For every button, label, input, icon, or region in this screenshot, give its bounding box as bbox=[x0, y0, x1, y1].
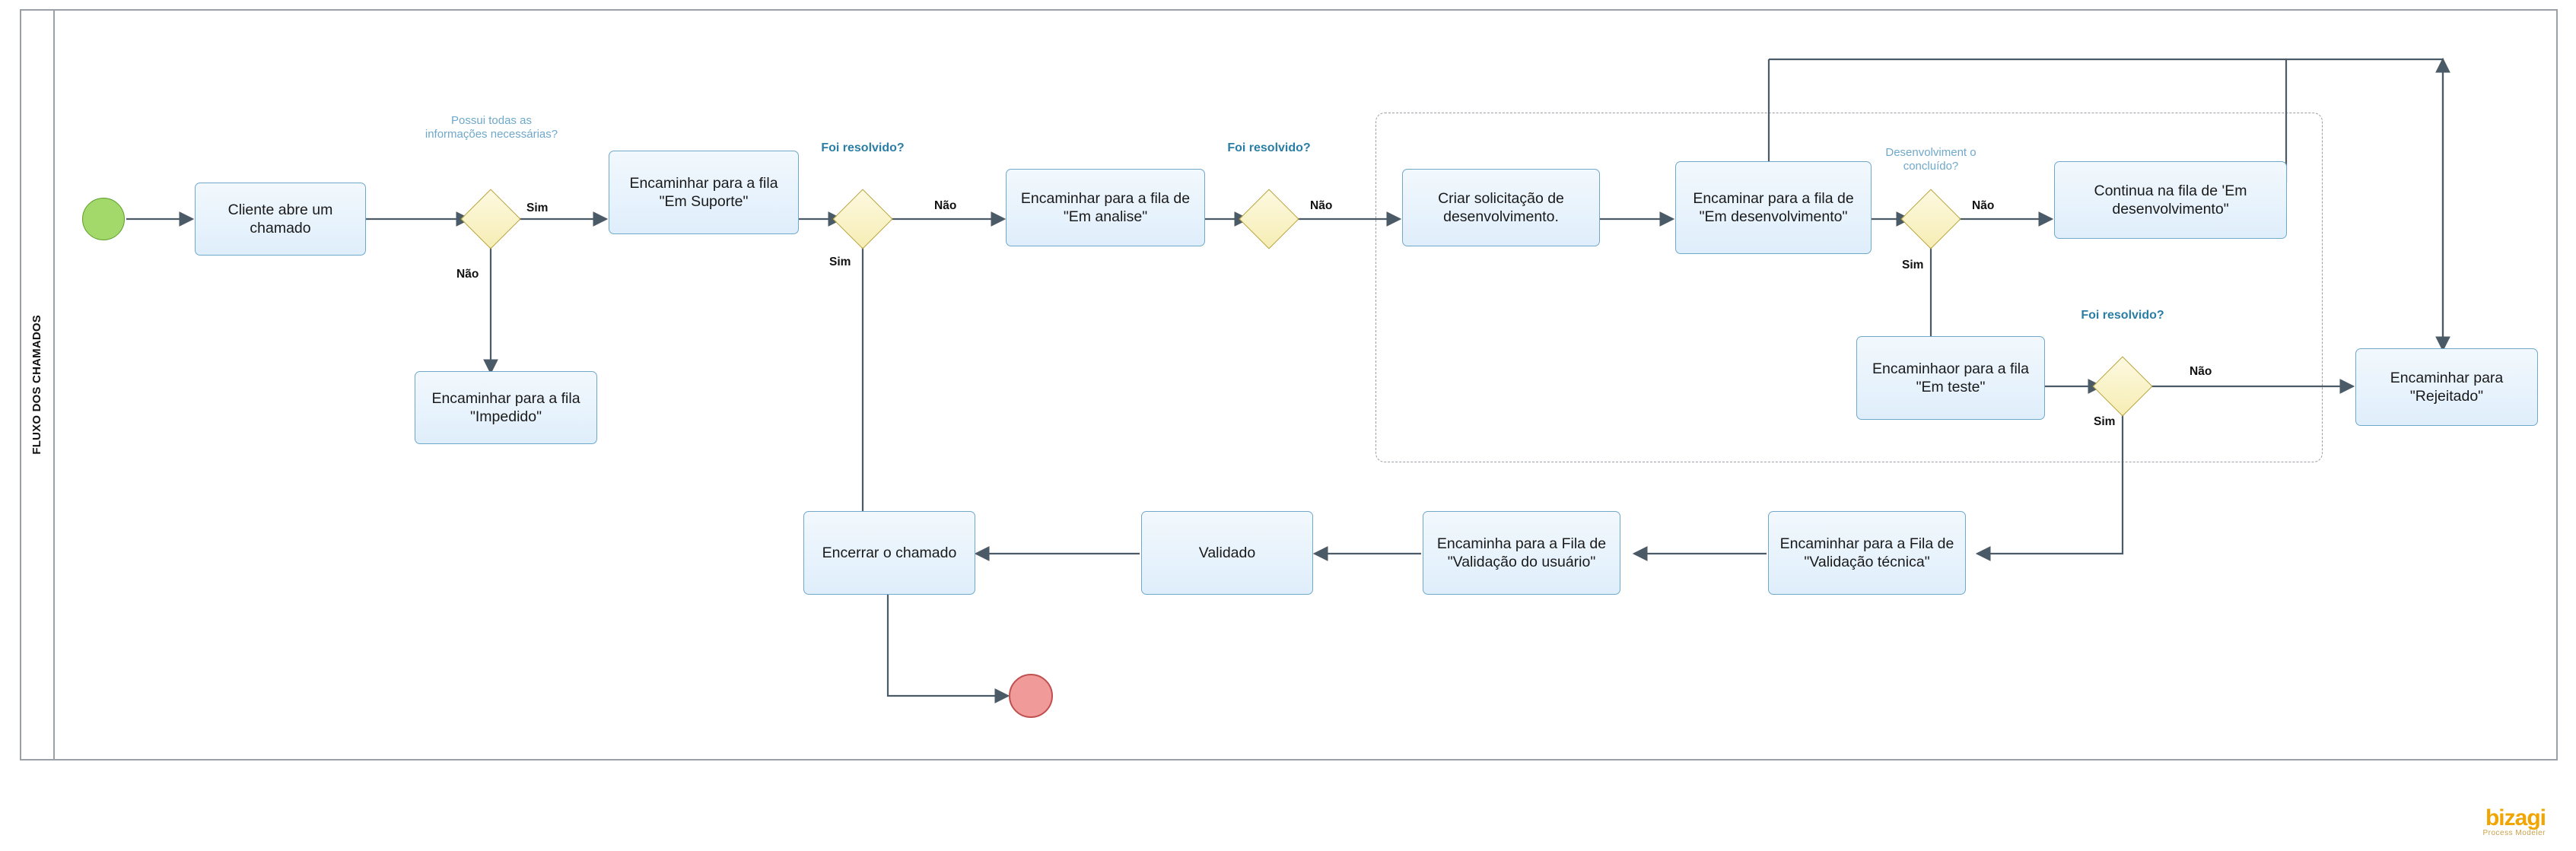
task-cliente-abre-chamado[interactable]: Cliente abre um chamado bbox=[195, 183, 366, 256]
edge-label-g3-nao: Não bbox=[1310, 199, 1333, 212]
edge-label-g4-sim: Sim bbox=[1902, 259, 1924, 271]
edge-label-g4-nao: Não bbox=[1972, 199, 1995, 212]
gateway-label-resolvido-analise: Foi resolvido? bbox=[1227, 141, 1311, 154]
edge-label-g2-sim: Sim bbox=[829, 256, 851, 268]
edge-label-g5-nao: Não bbox=[2190, 365, 2212, 378]
task-encaminhar-em-teste[interactable]: Encaminhaor para a fila "Em teste" bbox=[1856, 336, 2045, 420]
task-encaminhar-em-desenvolvimento[interactable]: Encaminar para a fila de "Em desenvolvimento" bbox=[1675, 161, 1872, 254]
start-event[interactable] bbox=[82, 198, 125, 240]
task-validacao-usuario[interactable]: Encaminha para a Fila de "Validação do usuário" bbox=[1423, 511, 1620, 595]
edge-label-g5-sim: Sim bbox=[2094, 415, 2116, 428]
task-encaminhar-impedido[interactable]: Encaminhar para a fila "Impedido" bbox=[415, 371, 597, 444]
task-criar-solicitacao-desenvolvimento[interactable]: Criar solicitação de desenvolvimento. bbox=[1402, 169, 1600, 246]
bizagi-watermark bbox=[2482, 807, 2546, 837]
pool-title: FLUXO DOS CHAMADOS bbox=[30, 315, 43, 455]
task-encerrar-chamado[interactable]: Encerrar o chamado bbox=[803, 511, 975, 595]
gateway-label-informacoes: Possui todas as informações necessárias? bbox=[425, 114, 558, 141]
task-encaminhar-em-analise[interactable]: Encaminhar para a fila de "Em analise" bbox=[1006, 169, 1205, 246]
task-encaminhar-rejeitado[interactable]: Encaminhar para "Rejeitado" bbox=[2355, 348, 2538, 426]
edge-label-g2-nao: Não bbox=[934, 199, 957, 212]
task-validado[interactable]: Validado bbox=[1141, 511, 1313, 595]
gateway-label-resolvido-teste: Foi resolvido? bbox=[2081, 309, 2164, 322]
end-event[interactable] bbox=[1009, 674, 1053, 718]
edge-label-g1-sim: Sim bbox=[526, 202, 549, 214]
edge-label-g1-nao: Não bbox=[456, 268, 479, 281]
bizagi-tagline: Process Modeler bbox=[2482, 829, 2546, 837]
pool-title-band bbox=[20, 9, 55, 761]
gateway-label-desenvolvimento-concluido: Desenvolviment o concluído? bbox=[1885, 146, 1977, 173]
task-validacao-tecnica[interactable]: Encaminhar para a Fila de "Validação técnica" bbox=[1768, 511, 1966, 595]
task-encaminhar-em-suporte[interactable]: Encaminhar para a fila "Em Suporte" bbox=[609, 151, 799, 234]
task-continua-fila-desenvolvimento[interactable]: Continua na fila de 'Em desenvolvimento" bbox=[2054, 161, 2287, 239]
bizagi-logo-text: bizagi bbox=[2485, 805, 2546, 830]
gateway-label-resolvido-suporte: Foi resolvido? bbox=[821, 141, 905, 154]
